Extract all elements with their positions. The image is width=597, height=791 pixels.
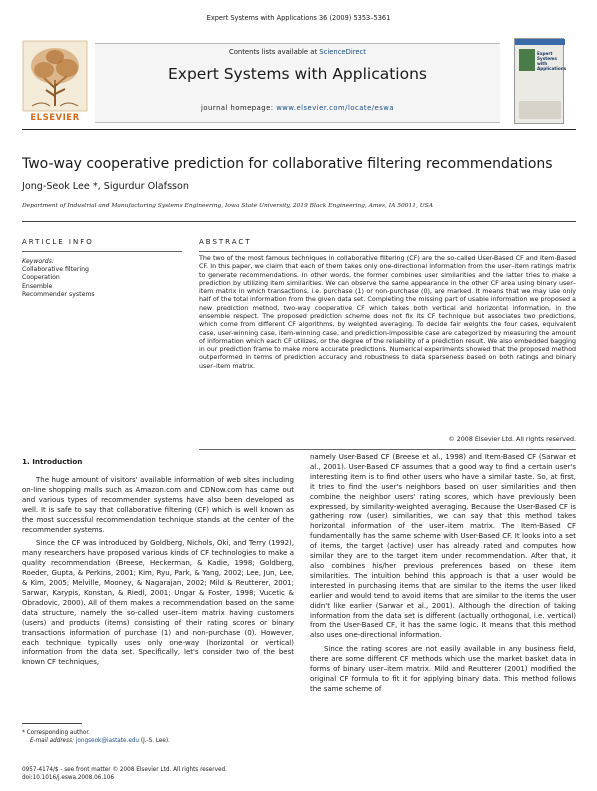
body-paragraph: Since the rating scores are not easily available in any business field, there are some different CF methods which use the market basket data in forms of binary user–item matrix. Mild and Reutterer (2001) modified the original CF formula to fit it for applying binary data. This method follows the same scheme of xyxy=(310,645,576,693)
body-paragraph: namely User-Based CF (Breese et al., 1998) and Item-Based CF (Sarwar et al., 2001). User-Based CF assumes that a good way to find a certain user's interesting item is to find other users who have a similar taste. So, at first, it tries to find the user's neighbors based on user similarities and then combine the neighbor users' rating scores, which have previously been expressed, by similarity-weighted averaging. Because the User-Based CF is gathering row (user) similarities, we can say that this method takes horizontal information of the user–item matrix. The Item-Based CF fundamentally has the same scheme with User-Based CF. It looks into a set of items, the target (active) user has already rated and computes how similar they are to the target item under recommendation. After that, it also combines his/her previous preferences based on these item similarities. The intuition behind this approach is that a user would be interested in purchasing items that are similar to the items the user liked earlier and would tend to avoid items that are similar to the items the user didn't like earlier (Sarwar et al., 2001). Although the direction of taking information from the data set is different (actually orthogonal, i.e. vertical) from the User-Based CF, it has the same logic. It means that this method also uses one-directional information. xyxy=(310,453,576,640)
keyword: Ensemble xyxy=(22,282,53,290)
homepage-prefix: journal homepage: xyxy=(200,104,277,112)
cover-title: Expert Systems with Applications xyxy=(537,51,567,71)
page-footer xyxy=(22,766,227,782)
keywords-list xyxy=(22,266,95,300)
homepage-url-link[interactable]: www.elsevier.com/locate/eswa xyxy=(276,104,395,112)
affiliation: Department of Industrial and Manufacturing Systems Engineering, Iowa State University, 2019 Black Engineering, Ames, IA 50011, USA xyxy=(22,203,433,209)
email-link[interactable]: jongseok@iastate.edu xyxy=(75,737,140,744)
issn-line: 0957-4174/$ - see front matter © 2008 Elsevier Ltd. All rights reserved. xyxy=(22,767,227,773)
body-paragraph: Since the CF was introduced by Goldberg, Nichols, Oki, and Terry (1992), many researchers have proposed various kinds of CF technologies to make a quality recommendation (Breese, Heckerman, & Kadie, 1998; Goldberg, Roeder, Gupta, & Perkins, 2001; Kim, Ryu, Park, & Yang, 2002; Lee, Jun, Lee, & Kim, 2005; Melville, Mooney, & Nagarajan, 2002; Mild & Reutterer, 2001; Sarwar, Karypis, Konstan, & Riedl, 2001; Ungar & Foster, 1998; Vucetic & Obradovic, 2000). All of them makes a recommendation based on the same data structure, namely the so-called user–item matrix having customers (users) and products (items) consisting of their rating scores or binary transactions information of purchase (1) and non-purchase (0). However, each technique typically uses only one-way (horizontal or vertical) information from the data set. Specifically, let's consider two of the best known CF techniques, xyxy=(22,539,294,667)
homepage-line xyxy=(95,104,500,112)
email-line xyxy=(22,738,170,746)
keywords-label: Keywords: xyxy=(22,258,54,265)
abstract-heading: ABSTRACT xyxy=(199,238,252,246)
body-right-column xyxy=(310,453,576,695)
section-heading: 1. Introduction xyxy=(22,457,83,466)
header-rule xyxy=(22,129,576,130)
corresponding-author-note xyxy=(22,730,170,738)
abstract-rule xyxy=(199,251,576,252)
article-title: Two-way cooperative prediction for collaborative filtering recommendations xyxy=(22,156,553,172)
footnote-marker: * xyxy=(22,730,25,736)
footnote xyxy=(22,730,170,746)
author-list: Jong-Seok Lee *, Sigurdur Olafsson xyxy=(22,181,190,192)
footnote-label: Corresponding author. xyxy=(26,730,90,736)
journal-title: Expert Systems with Applications xyxy=(167,65,427,83)
contents-line xyxy=(95,48,500,56)
email-label: E-mail address: xyxy=(30,737,76,744)
article-info-heading: ARTICLE INFO xyxy=(22,238,94,246)
abstract-copyright: © 2008 Elsevier Ltd. All rights reserved. xyxy=(448,436,576,443)
email-suffix: (J.-S. Lee). xyxy=(139,737,170,744)
abstract-end-rule xyxy=(199,449,576,450)
article-info-rule xyxy=(22,251,182,252)
journal-reference: Expert Systems with Applications 36 (2009) 5353–5361 xyxy=(206,14,391,22)
body-left-column xyxy=(22,476,294,668)
affiliation-rule xyxy=(22,221,576,222)
keyword: Collaborative filtering xyxy=(22,266,89,273)
sciencedirect-link[interactable]: ScienceDirect xyxy=(319,48,366,56)
abstract-text: The two of the most famous techniques in collaborative filtering (CF) are the so-called User-Based CF and Item-Based CF. In this paper, we claim that each of them takes only one-directional information from the user–item ratings matrix to generate recommendations. In other words, the former combines user similarities and the latter tries to make a prediction by utilizing item similarities. We can observe the same appearance in the other CF area using binary user–item matrix in which transactions, i.e. purchase (1) or non-purchase (0), are marked. It means that we may use only half of the total information from the given data set. Completing the missing part of usable information we proposed a new prediction method, two-way cooperative CF which takes both vertical and horizontal information, in the ensemble respect. The proposed prediction scheme does not fix its CF technique but associates two predictions, which come from different CF algorithms, by weighted averaging. To decide fair weights the four cases, equivalent case, user-winning case, item-winning case, and prediction-impossible case are categorized by measuring the amount of information which each CF utilizes, or the degree of the reliability of a prediction result. We also embedded bagging in our prediction frame to make more accurate predictions. Numerical experiments showed that the proposed method outperformed in terms of prediction accuracy and robustness to data sparseness based on both ratings and binary user–item matrix. xyxy=(199,255,576,370)
journal-cover-thumbnail xyxy=(514,38,567,124)
body-paragraph: The huge amount of visitors' available information of web sites including on-line shopping malls such as Amazon.com and CDNow.com has came out and various types of recommender systems have also been developed as well. It is safe to say that collaborative filtering (CF) which is well known as the most successful recommendation technique stands at the center of the recommender systems. xyxy=(22,476,294,534)
doi-line[interactable]: doi:10.1016/j.eswa.2008.06.106 xyxy=(22,775,114,781)
keyword: Cooperation xyxy=(22,274,60,282)
publisher-name: ELSEVIER xyxy=(30,113,80,123)
contents-prefix: Contents lists available at xyxy=(229,48,320,56)
keyword: Recommender systems xyxy=(22,291,95,299)
footnote-rule xyxy=(22,723,82,724)
